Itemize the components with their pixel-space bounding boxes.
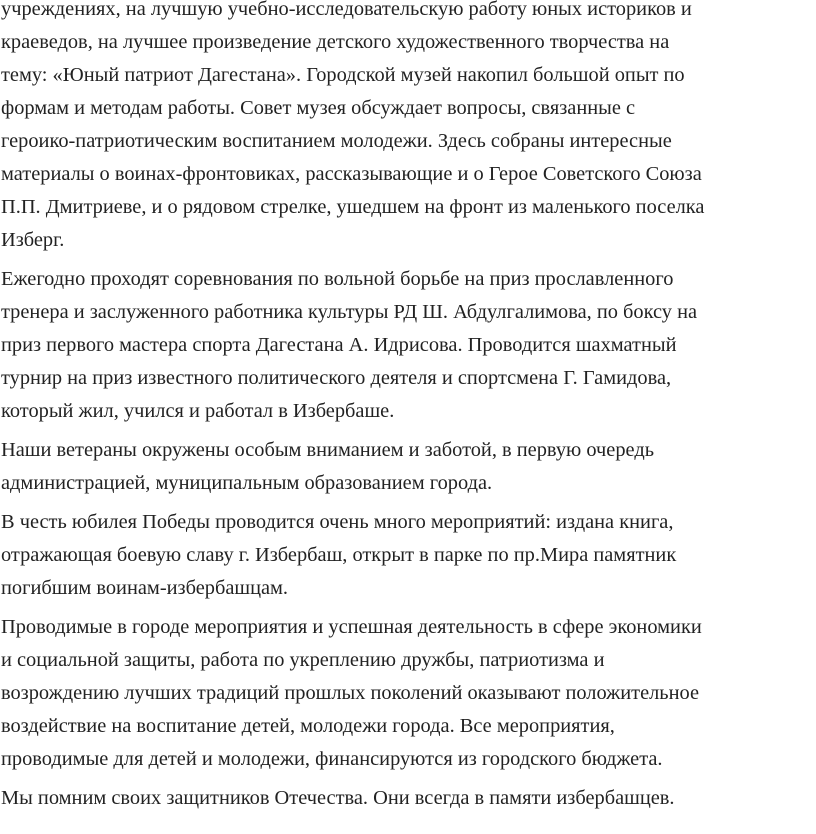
text-line: который жил, учился и работал в Избербаше.	[1, 400, 395, 422]
text-line: П.П. Дмитриеве, и о рядовом стрелке, ушедшем на фронт из маленького поселка	[1, 196, 705, 218]
text-line: проводимые для детей и молодежи, финансируются из городского бюджета.	[1, 748, 663, 770]
text-line: материалы о воинах-фронтовиках, рассказывающие и о Герое Советского Союза	[1, 163, 702, 185]
text-line: приз первого мастера спорта Дагестана А. Идрисова. Проводится шахматный	[1, 334, 677, 356]
text-line: краеведов, на лучшее произведение детского художественного творчества на	[1, 31, 670, 53]
text-line: и социальной защиты, работа по укреплению дружбы, патриотизма и	[1, 649, 605, 671]
text-line: героико-патриотическим воспитанием молодежи. Здесь собраны интересные	[1, 130, 672, 152]
text-line: погибшим воинам-избербашцам.	[1, 577, 289, 599]
paragraph-museum	[1, 0, 816, 257]
paragraph-victory-jubilee	[1, 506, 816, 605]
text-line: воздействие на воспитание детей, молодежи города. Все мероприятия,	[1, 715, 615, 737]
paragraph-defenders	[1, 782, 816, 815]
paragraph-veterans	[1, 434, 816, 500]
text-line: Изберг.	[1, 229, 65, 251]
text-line: Наши ветераны окружены особым вниманием и заботой, в первую очередь	[1, 439, 654, 461]
text-line: Мы помним своих защитников Отечества. Они всегда в памяти избербашцев.	[1, 787, 675, 809]
paragraph-city-activities	[1, 611, 816, 776]
text-line: турнир на приз известного политического деятеля и спортсмена Г. Гамидова,	[1, 367, 672, 389]
text-line: Ежегодно проходят соревнования по вольной борьбе на приз прославленного	[1, 268, 674, 290]
text-line: возрождению лучших традиций прошлых поколений оказывают положительное	[1, 682, 700, 704]
text-line: формам и методам работы. Совет музея обсуждает вопросы, связанные с	[1, 97, 636, 119]
paragraph-competitions	[1, 263, 816, 428]
text-line: тренера и заслуженного работника культуры РД Ш. Абдулгалимова, по боксу на	[1, 301, 698, 323]
text-line: отражающая боевую славу г. Избербаш, открыт в парке по пр.Мира памятник	[1, 544, 677, 566]
text-line: Проводимые в городе мероприятия и успешная деятельность в сфере экономики	[1, 616, 702, 638]
text-line: администрацией, муниципальным образованием города.	[1, 472, 493, 494]
text-line: тему: «Юный патриот Дагестана». Городской музей накопил большой опыт по	[1, 64, 685, 86]
text-line: учреждениях, на лучшую учебно-исследовательскую работу юных историков и	[1, 0, 692, 20]
text-line: В честь юбилея Победы проводится очень много мероприятий: издана книга,	[1, 511, 674, 533]
